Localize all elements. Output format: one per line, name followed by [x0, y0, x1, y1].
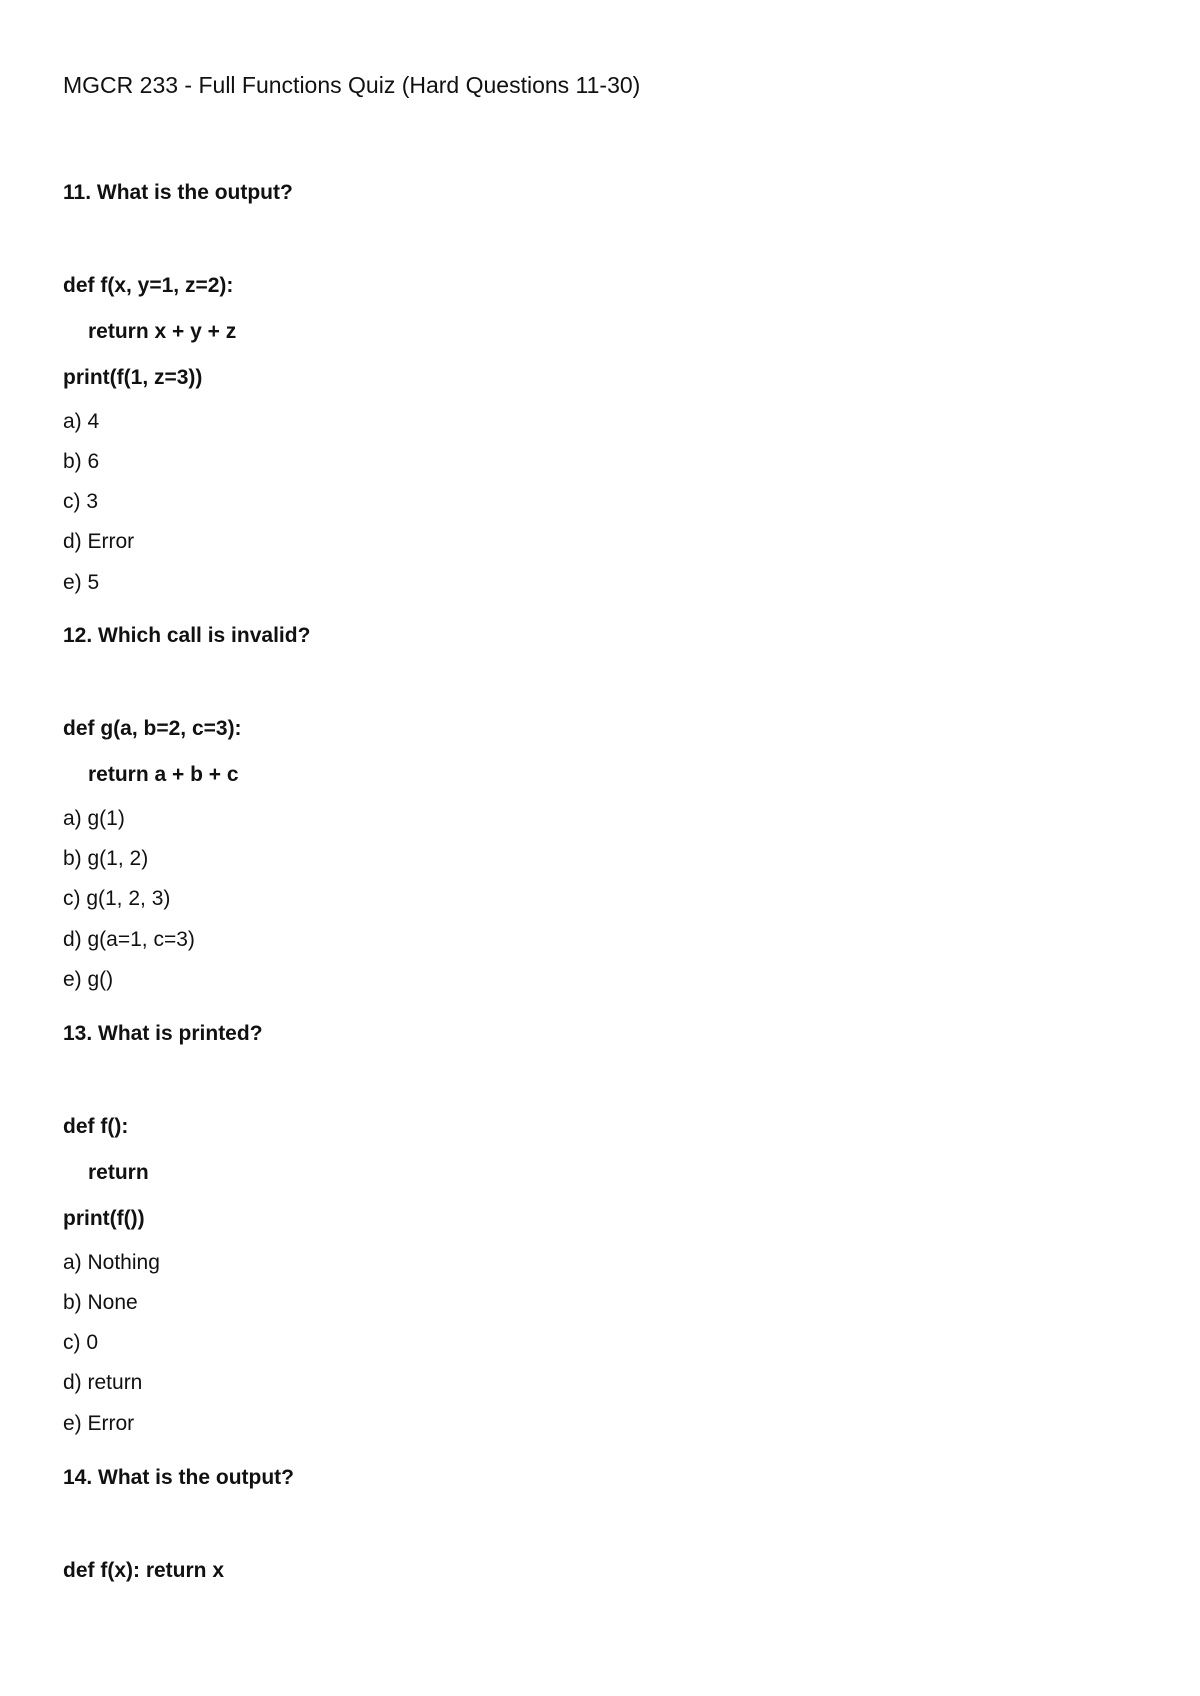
question-13-option-d: d) return [63, 1371, 143, 1394]
question-13-option-a: a) Nothing [63, 1251, 160, 1274]
question-14-heading: 14. What is the output? [63, 1466, 294, 1489]
question-13-option-e: e) Error [63, 1412, 135, 1435]
question-11-option-b: b) 6 [63, 450, 100, 473]
question-12-option-a: a) g(1) [63, 807, 125, 830]
question-13-code-line-3: print(f()) [63, 1207, 145, 1230]
question-12-option-c: c) g(1, 2, 3) [63, 887, 171, 910]
question-14-code-line-1: def f(x): return x [63, 1559, 225, 1582]
question-13-code-line-2: return [88, 1161, 149, 1184]
question-11-code-line-2: return x + y + z [88, 320, 237, 343]
question-11-option-d: d) Error [63, 530, 135, 553]
question-13-option-b: b) None [63, 1291, 138, 1314]
question-11-option-e: e) 5 [63, 571, 100, 594]
question-12-option-d: d) g(a=1, c=3) [63, 928, 195, 951]
question-11-option-c: c) 3 [63, 490, 99, 513]
question-12-option-e: e) g() [63, 968, 114, 991]
question-11-option-a: a) 4 [63, 410, 100, 433]
question-13-heading: 13. What is printed? [63, 1022, 263, 1045]
question-12-code-line-1: def g(a, b=2, c=3): [63, 717, 242, 740]
question-11-heading: 11. What is the output? [63, 181, 293, 204]
question-13-code-line-1: def f(): [63, 1115, 129, 1138]
question-11-code-line-3: print(f(1, z=3)) [63, 366, 203, 389]
question-11-code-line-1: def f(x, y=1, z=2): [63, 274, 234, 297]
question-12-heading: 12. Which call is invalid? [63, 624, 311, 647]
question-13-option-c: c) 0 [63, 1331, 99, 1354]
question-12-option-b: b) g(1, 2) [63, 847, 149, 870]
document-title: MGCR 233 - Full Functions Quiz (Hard Questions 11-30) [63, 72, 641, 98]
question-12-code-line-2: return a + b + c [88, 763, 239, 786]
